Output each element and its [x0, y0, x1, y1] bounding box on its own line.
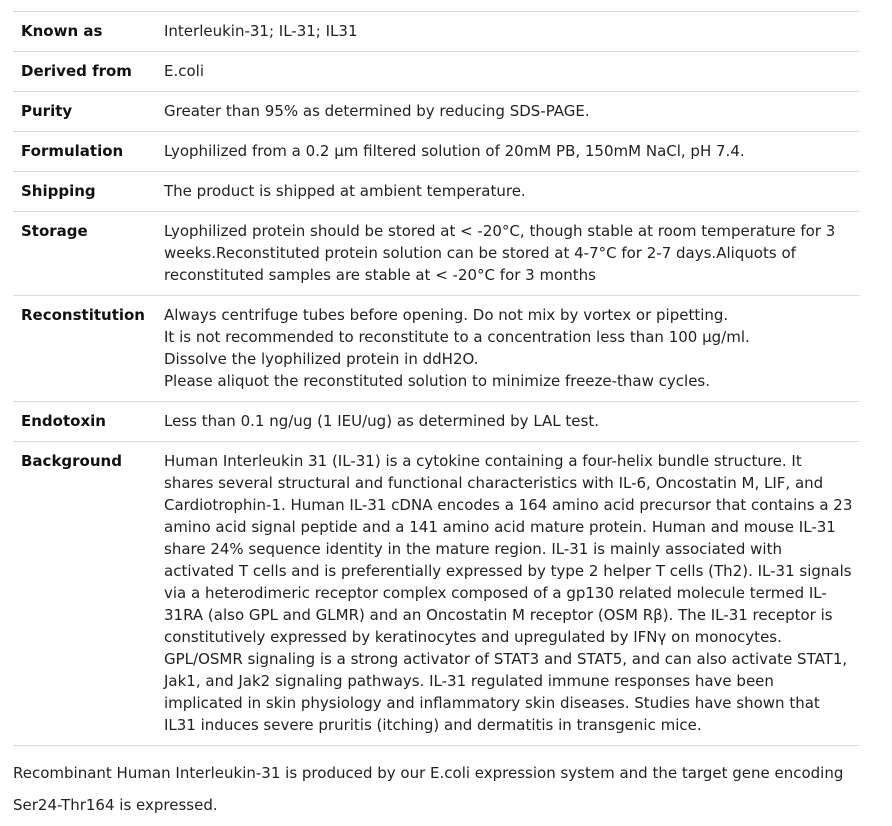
- spec-row-background: [13, 442, 860, 746]
- spec-label: Storage: [21, 222, 88, 240]
- spec-row-known-as: [13, 12, 860, 52]
- spec-value: Interleukin-31; IL-31; IL31: [164, 22, 358, 40]
- spec-value: [164, 296, 860, 402]
- spec-label: Shipping: [21, 182, 96, 200]
- spec-value: Lyophilized from a 0.2 μm filtered solution of 20mM PB, 150mM NaCl, pH 7.4.: [164, 142, 745, 160]
- spec-row-formulation: [13, 132, 860, 172]
- spec-row-reconstitution: [13, 296, 860, 402]
- spec-row-purity: [13, 92, 860, 132]
- spec-label: Purity: [21, 102, 73, 120]
- spec-label: Reconstitution: [21, 306, 145, 324]
- spec-row-endotoxin: [13, 402, 860, 442]
- spec-label: Derived from: [21, 62, 132, 80]
- spec-row-shipping: [13, 172, 860, 212]
- spec-row-storage: [13, 212, 860, 296]
- spec-value: Lyophilized protein should be stored at < -20°C, though stable at room temperature for 3 weeks.Reconstituted protein solution can be stored at 4-7°C for 2-7 days.Aliquots of reconstituted samples are stable at < -20°C for 3 months: [164, 222, 836, 284]
- spec-value: Human Interleukin 31 (IL-31) is a cytokine containing a four-helix bundle structure. It shares several structural and functional characteristics with IL-6, Oncostatin M, LIF, and Cardiotrophin-1. Human IL-31 cDNA encodes a 164 amino acid precursor that contains a 23 amino acid signal peptide and a 141 amino acid mature protein. Human and mouse IL-31 share 24% sequence identity in the mature region. IL-31 is mainly associated with activated T cells and is preferentially expressed by type 2 helper T cells (Th2). IL-31 signals via a heterodimeric receptor complex composed of a gp130 related molecule termed IL-31RA (also GPL and GLMR) and an Oncostatin M receptor (OSM Rβ). The IL-31 receptor is constitutively expressed by keratinocytes and upregulated by IFNγ on monocytes. GPL/OSMR signaling is a strong activator of STAT3 and STAT5, and can also activate STAT1, Jak1, and Jak2 signaling pathways. IL-31 regulated immune responses have been implicated in skin physiology and inflammatory skin diseases. Studies have shown that IL31 induces severe pruritis (itching) and dermatitis in transgenic mice.: [164, 452, 853, 734]
- spec-value: Less than 0.1 ng/ug (1 IEU/ug) as determined by LAL test.: [164, 412, 599, 430]
- expression-note: Recombinant Human Interleukin-31 is produced by our E.coli expression system and the target gene encoding Ser24-Thr164 is expressed.: [13, 764, 844, 814]
- spec-value: The product is shipped at ambient temperature.: [164, 182, 526, 200]
- reconstitution-line: Please aliquot the reconstituted solution to minimize freeze-thaw cycles.: [164, 372, 711, 390]
- spec-label: Background: [21, 452, 122, 470]
- spec-row-derived-from: [13, 52, 860, 92]
- spec-label: Endotoxin: [21, 412, 106, 430]
- reconstitution-line: Dissolve the lyophilized protein in ddH2O.: [164, 350, 479, 368]
- product-spec-table: [13, 11, 860, 746]
- spec-value: E.coli: [164, 62, 205, 80]
- reconstitution-line: It is not recommended to reconstitute to a concentration less than 100 μg/ml.: [164, 328, 750, 346]
- spec-label: Formulation: [21, 142, 124, 160]
- spec-label: Known as: [21, 22, 103, 40]
- reconstitution-line: Always centrifuge tubes before opening. Do not mix by vortex or pipetting.: [164, 306, 729, 324]
- spec-value: Greater than 95% as determined by reducing SDS-PAGE.: [164, 102, 590, 120]
